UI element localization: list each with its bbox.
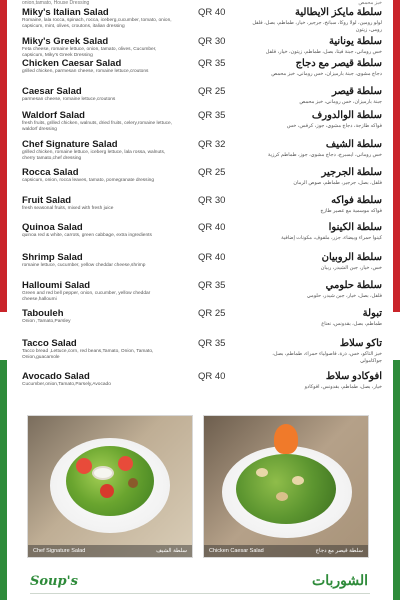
item-name: Shrimp Salad: [22, 252, 83, 263]
item-name: Tabouleh: [22, 308, 64, 319]
item-name-ar: سلطة قيصر مع دجاج: [295, 58, 382, 69]
item-description-ar: خس روماني، جبنة فيتا، بصل، طماطم، زيتون، خيار، فلفل: [265, 49, 382, 55]
item-name: Avocado Salad: [22, 371, 90, 382]
menu-item: [22, 338, 382, 371]
item-price: QR 30: [198, 195, 226, 206]
item-price: QR 40: [198, 371, 226, 382]
item-description: parmesan cheese, romaine lettuce,croutons: [22, 97, 116, 102]
item-name-ar: افوكادو سلاط: [325, 371, 382, 382]
item-name-ar: سلطة حلومي: [325, 280, 382, 291]
item-description: Tacco bread ,Lettuce,corn, red beans,Tamato, Onion, Tamato, Onion,guacamole: [22, 349, 154, 360]
menu-item: [22, 36, 382, 58]
menu-item: [22, 222, 382, 252]
chicken-caesar-salad-photo: [203, 415, 369, 558]
menu-item: [22, 139, 382, 167]
item-name: Tacco Salad: [22, 338, 77, 349]
item-name-ar: سلطة قيصر: [331, 86, 382, 97]
item-name-ar: سلطة مايكز الايطالية: [295, 7, 382, 18]
menu-item: [22, 280, 382, 308]
item-description-ar: دجاج مشوي، جبنة بارميزان، خس روماني، خبز محمص: [271, 71, 382, 77]
item-description: Onion ,Tamato,Parsley: [22, 319, 71, 324]
chef-signature-salad-photo: [27, 415, 193, 558]
item-name-ar: سلطة يونانية: [329, 36, 382, 47]
item-description: Feta cheese, romaine lettuce, onion, tamato, olives, Cucumber, capsicum, Miky's Greek Dressing: [22, 47, 157, 58]
item-name-ar: سلطة الشيف: [325, 139, 382, 150]
item-description-ar: خس، خيار، جبن الشيدر، ربيان: [320, 265, 382, 271]
menu-item: [22, 308, 382, 338]
item-description: fresh seasonal fruits, mixed with fresh juice: [22, 206, 114, 211]
item-description: Green and red bell pepper, onion, cucumber, yellow cheddar cheese,halloumi: [22, 291, 151, 302]
item-name-ar: سلطة الروبيان: [321, 252, 382, 263]
item-description: grilled chicken, romaine lettuce, iceberg lettuce, lala rossa, walnuts, cherry tamato,chef dressing: [22, 150, 166, 161]
item-description-ar: فلفل، بصل، خيار، جبن شيدر، حلومي: [306, 293, 382, 299]
item-name: Rocca Salad: [22, 167, 79, 178]
item-description-ar: خس روماني، ايسبرج، دجاج مشوي، جوز، طماطم كرزية: [267, 152, 382, 158]
menu-item: [22, 371, 382, 411]
item-name-ar: تبولة: [362, 308, 382, 319]
item-name: Quinoa Salad: [22, 222, 83, 233]
item-description-ar: جبنة بارميزان، خس روماني، خبز محمص: [299, 99, 382, 105]
item-price: QR 40: [198, 7, 226, 18]
item-description: quinoa red & white, carrots, green cabbage, extra ingredients: [22, 233, 152, 238]
menu-item: [22, 252, 382, 280]
item-name: Miky's Italian Salad: [22, 7, 109, 18]
item-price: QR 40: [198, 222, 226, 233]
left-flag-stripe: [0, 0, 7, 600]
item-name: Chicken Caesar Salad: [22, 58, 122, 69]
item-name: Miky's Greek Salad: [22, 36, 109, 47]
item-description: romaine lettuce, cucumber, yellow cheddar cheese,shrimp: [22, 263, 146, 268]
menu-item: [22, 195, 382, 222]
item-description: capsicum, onion, rocca leaves, tamato, pomegranate dressing: [22, 178, 154, 183]
item-description-ar: خيار، بصل، طماطم، بقدونس، افوكادو: [304, 384, 382, 390]
item-price: QR 25: [198, 167, 226, 178]
photo-caption: Chicken Caesar Salad سلطة قيصر مع دجاج: [204, 545, 368, 557]
item-description-ar: لولو رومين، لولا روكا، سبانخ، جرجير، خيار، طماطم، بصل، فلفل رومي، زيتون: [252, 20, 382, 33]
previous-item-desc-ar: خبز محمص: [358, 0, 382, 6]
menu-item: [22, 86, 382, 110]
item-description: Cucumber,onion,Tamato,Parsely,Avocado: [22, 382, 111, 387]
menu-item: [22, 167, 382, 195]
item-price: QR 35: [198, 110, 226, 121]
menu-item: [22, 7, 382, 36]
item-price: QR 40: [198, 252, 226, 263]
salad-menu: [22, 0, 382, 411]
previous-item-fragment: [22, 0, 382, 7]
item-price: QR 30: [198, 36, 226, 47]
item-price: QR 25: [198, 308, 226, 319]
item-price: QR 35: [198, 58, 226, 69]
item-name-ar: سلطة فواكه: [331, 195, 382, 206]
menu-item: [22, 58, 382, 86]
item-description-ar: فلفل، بصل، جرجير، طماطم، صوص الرمان: [293, 180, 382, 186]
right-flag-stripe: [393, 0, 400, 600]
item-name-ar: سلطة الكينوا: [328, 222, 382, 233]
item-price: QR 32: [198, 139, 226, 150]
item-name: Fruit Salad: [22, 195, 72, 206]
soups-section-title: Soup's: [30, 574, 78, 589]
item-name-ar: تاكو سلاط: [339, 338, 382, 349]
item-description-ar: خبز التاكو، خس، ذرة، فاصولياء حمراء، طماطم، بصل، جواكامولي: [272, 351, 382, 364]
item-description: fresh fruits, grilled chicken, walnuts, dried fruits, celery,romaine lettuce, waldorf dressing: [22, 121, 173, 132]
item-name: Waldorf Salad: [22, 110, 85, 121]
item-name: Halloumi Salad: [22, 280, 91, 291]
item-description-ar: فواكه موسمية مع عصير طازج: [320, 208, 382, 214]
item-description-ar: طماطم، بصل، بقدونس، نعناع: [321, 321, 382, 327]
soups-section-title-ar: الشوربات: [312, 572, 368, 588]
item-price: QR 35: [198, 338, 226, 349]
item-name: Caesar Salad: [22, 86, 82, 97]
item-name-ar: سلطة الجرجير: [321, 167, 382, 178]
item-price: QR 35: [198, 280, 226, 291]
menu-item: [22, 110, 382, 139]
item-description: Romaine, lala rocca, spinach, rocca, iceberg,cucumber, tomato, onion, capsicum, mint, olives, croutons, italian dressing: [22, 18, 172, 29]
item-name-ar: سلطة الوالدورف: [311, 110, 382, 121]
footer-divider: [30, 593, 370, 594]
item-description: grilled chicken, parmesan cheese, romaine lettuce,croutons: [22, 69, 149, 74]
photo-caption: Chef Signature Salad سلطة الشيف: [28, 545, 192, 557]
previous-item-desc: onion,tamato, House Dressing: [22, 0, 90, 6]
item-description-ar: فواكه طازجة، دجاج مشوي، جوز، كرفس، خس: [286, 123, 382, 129]
item-price: QR 25: [198, 86, 226, 97]
item-name: Chef Signature Salad: [22, 139, 118, 150]
menu-items: [22, 7, 382, 411]
item-description-ar: كينوا حمراء وبيضاء، جزر، ملفوف، مكونات إضافية: [281, 235, 382, 241]
